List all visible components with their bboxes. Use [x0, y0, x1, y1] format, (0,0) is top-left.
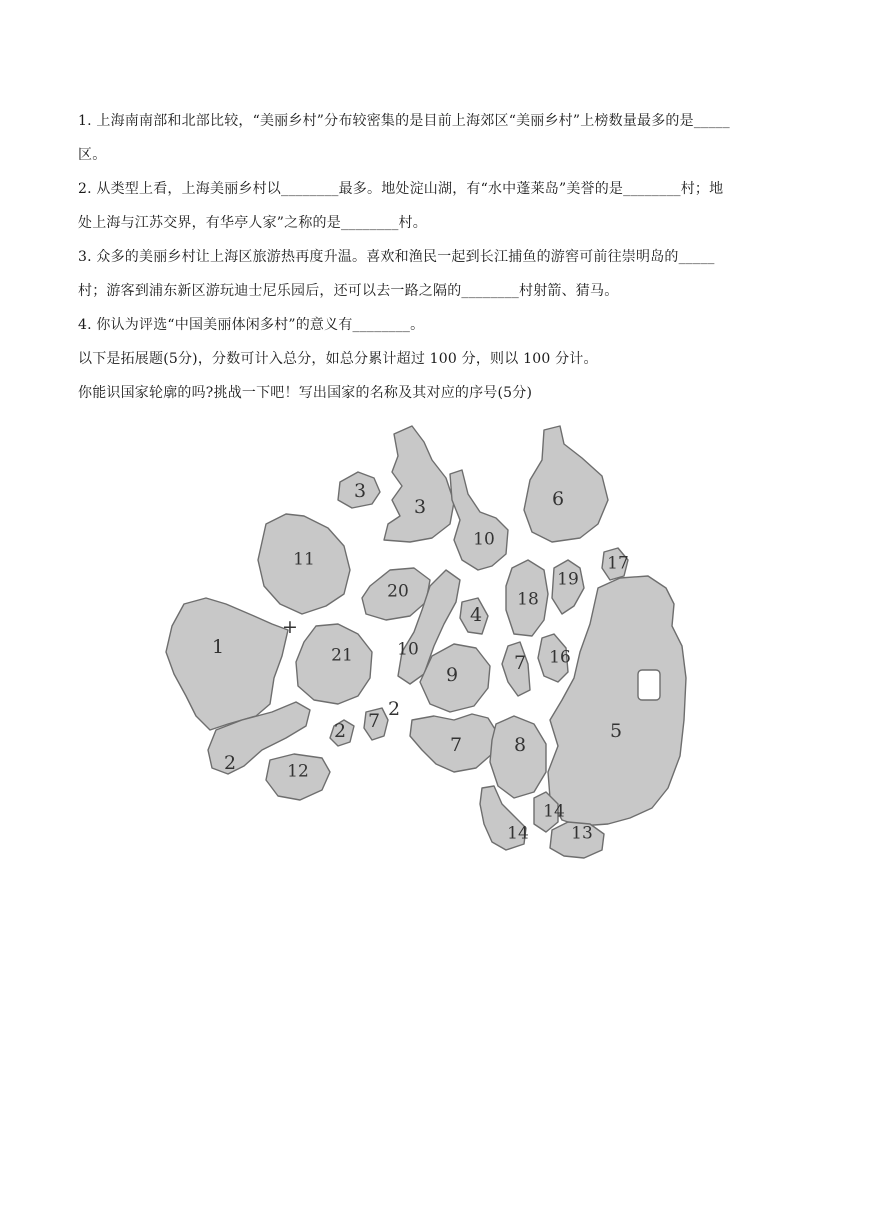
- country-number-label: 14: [507, 823, 529, 844]
- country-number-label: 10: [473, 529, 495, 550]
- country-shape-3b: [384, 426, 454, 542]
- country-number-label: 10: [397, 639, 419, 660]
- country-number-label: 16: [549, 647, 571, 668]
- country-number-label: +: [282, 616, 298, 638]
- country-number-label: 3: [353, 480, 367, 502]
- challenge-prompt: 你能识国家轮廓的吗?挑战一下吧！写出国家的名称及其对应的序号(5分): [78, 385, 533, 401]
- country-shape-1: [166, 598, 288, 730]
- country-number-label: 2: [223, 752, 237, 774]
- country-number-label: 5: [609, 720, 623, 742]
- question-2-line-2: 处上海与江苏交界，有华亭人家”之称的是________村。: [78, 215, 427, 231]
- country-number-label: 7: [449, 734, 463, 756]
- country-number-label: 7: [367, 710, 381, 732]
- country-number-label: 2: [387, 698, 401, 720]
- country-number-label: 19: [557, 569, 579, 590]
- country-number-label: 6: [551, 488, 565, 510]
- country-number-label: 14: [543, 801, 565, 822]
- extension-note: 以下是拓展题(5分)，分数可计入总分，如总分累计超过 100 分，则以 100 分计。: [78, 351, 598, 367]
- question-1-line-1: 1. 上海南南部和北部比较，“美丽乡村”分布较密集的是目前上海郊区“美丽乡村”上榜数量最多的是_____: [78, 113, 730, 129]
- country-number-label: 7: [513, 652, 527, 674]
- country-shape-10a: [450, 470, 508, 570]
- country-number-label: 2: [333, 720, 347, 742]
- map-hole: [638, 670, 660, 700]
- question-block: [78, 104, 798, 410]
- country-outline-puzzle-map: [162, 420, 692, 860]
- country-number-label: 12: [287, 761, 309, 782]
- country-shape-5: [548, 576, 686, 826]
- country-shape-6: [524, 426, 608, 542]
- country-number-label: 8: [513, 734, 527, 756]
- country-number-label: 13: [571, 823, 593, 844]
- country-number-label: 3: [413, 496, 427, 518]
- country-shape-8: [490, 716, 546, 798]
- question-4: 4. 你认为评选“中国美丽体闲多村”的意义有________。: [78, 317, 425, 333]
- country-number-label: 20: [387, 581, 409, 602]
- question-1-line-2: 区。: [78, 147, 107, 163]
- country-number-label: 18: [517, 589, 539, 610]
- question-2-line-1: 2. 从类型上看，上海美丽乡村以________最多。地处淀山湖，有“水中蓬莱岛”美誉的是________村；地: [78, 181, 724, 197]
- question-3-line-2: 村；游客到浦东新区游玩迪士尼乐园后，还可以去一路之隔的________村射箭、猜马。: [78, 283, 619, 299]
- country-number-label: 11: [293, 549, 315, 570]
- country-number-label: 1: [211, 636, 225, 658]
- country-number-label: 21: [331, 645, 353, 666]
- country-number-label: 4: [469, 604, 483, 626]
- country-number-label: 17: [607, 553, 629, 574]
- country-shapes: [166, 426, 686, 858]
- country-number-label: 9: [445, 664, 459, 686]
- question-3-line-1: 3. 众多的美丽乡村让上海区旅游热再度升温。喜欢和渔民一起到长江捕鱼的游窖可前往崇明岛的_____: [78, 249, 715, 265]
